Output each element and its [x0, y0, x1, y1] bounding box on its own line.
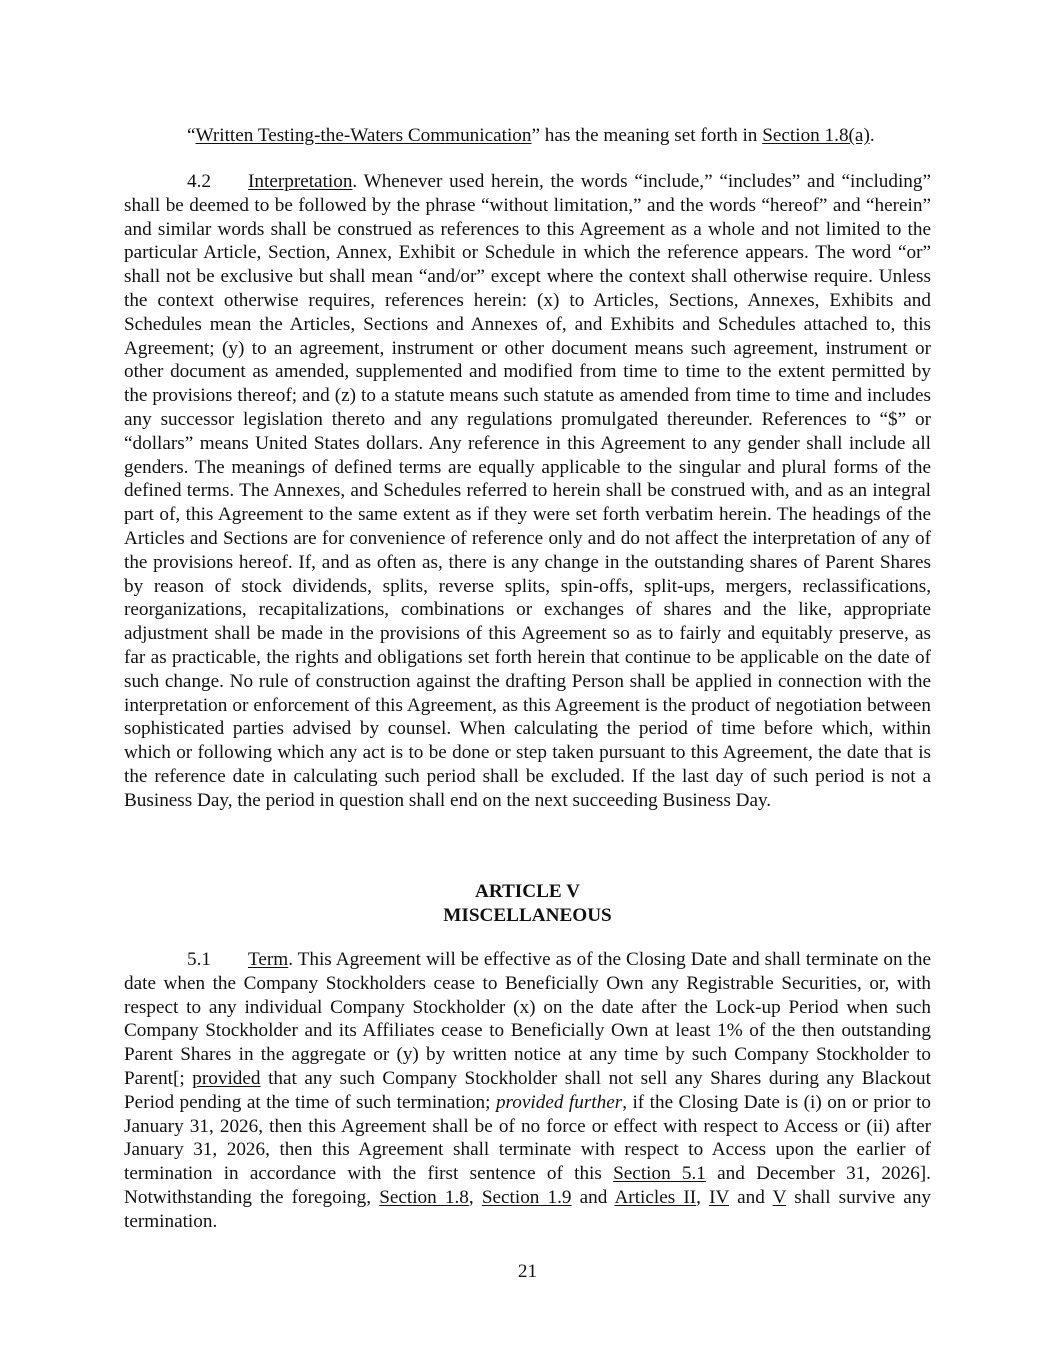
section-4-2-paragraph: [124, 170, 931, 813]
section-body: . Whenever used herein, the words “include,” “includes” and “including” shall be deemed to be followed by the phrase “without limitation,” and the words “hereof” and “herein” and similar words shall be construed as references to this Agreement as a whole and not limited to the particular Article, Section, Annex, Exhibit or Schedule in which the reference appears. The word “or” shall not be exclusive but shall mean “and/or” except where the context shall otherwise require. Unless the context otherwise requires, references herein: (x) to Articles, Sections, Annexes, Exhibits and Schedules mean the Articles, Sections and Annexes of, and Exhibits and Schedules attached to, this Agreement; (y) to an agreement, instrument or other document means such agreement, instrument or other document as amended, supplemented and modified from time to time to the extent permitted by the provisions thereof; and (z) to a statute means such statute as amended from time to time and includes any successor legislation thereto and any regulations promulgated thereunder. References to “$” or “dollars” means United States dollars. Any reference in this Agreement to any gender shall include all genders. The meanings of defined terms are equally applicable to the singular and plural forms of the defined terms. The Annexes, and Schedules referred to herein shall be construed with, and as an integral part of, this Agreement to the same extent as if they were set forth verbatim herein. The headings of the Articles and Sections are for convenience of reference only and do not affect the interpretation of any of the provisions hereof. If, and as often as, there is any change in the outstanding shares of Parent Shares by reason of stock dividends, splits, reverse splits, spin-offs, split-ups, mergers, reclassifications, reorganizations, recapitalizations, combinations or exchanges of shares and the like, appropriate adjustment shall be made in the provisions of this Agreement so as to fairly and equitably preserve, as far as practicable, the rights and obligations set forth herein that continue to be applicable on the date of such change. No rule of construction against the drafting Person shall be applied in connection with the interpretation or enforcement of this Agreement, as this Agreement is the product of negotiation between sophisticated parties advised by counsel. When calculating the period of time before which, within which or following which any act is to be done or step taken pursuant to this Agreement, the date that is the reference date in calculating such period shall be excluded. If the last day of such period is not a Business Day, the period in question shall end on the next succeeding Business Day.: [124, 171, 931, 811]
section-5-1-paragraph: [124, 948, 931, 1234]
defined-term: Written Testing-the-Waters Communication: [195, 125, 532, 146]
definition-text: ” has the meaning set forth in: [531, 125, 763, 146]
proviso-term-italic: provided further: [495, 1091, 623, 1113]
section-body: . This Agreement will be effective as of the Closing Date and shall terminate on the date when the Company Stockholders cease to Beneficially Own any Registrable Securities, or, with respect to any individual Company Stockholder (x) on the date after the Lock-up Period when such Company Stockholder and its Affiliates cease to Beneficially Own at least 1% of the then outstanding Parent Shares in the aggregate or (y) by written notice at any time by such Company Stockholder to Parent[;: [124, 949, 931, 1089]
article-reference: V: [772, 1186, 787, 1208]
section-heading: Term: [248, 949, 289, 970]
section-body: shall survive any termination.: [124, 1186, 932, 1232]
section-heading: Interpretation: [248, 171, 353, 192]
section-body: and: [571, 1186, 615, 1208]
quote-open: “: [187, 125, 196, 146]
proviso-term: provided: [192, 1067, 261, 1089]
article-reference: Articles II: [614, 1186, 697, 1208]
section-reference: Section 1.8: [379, 1186, 469, 1208]
period: .: [869, 125, 875, 146]
article-title: ARTICLE V: [474, 881, 581, 902]
section-number: 4.2: [187, 171, 211, 192]
section-body: , if the Closing Date is (i) on or prior to January 31, 2026, then this Agreement shall be of no force or effect with respect to Access or (ii) after January 31, 2026, then this Agreement shall terminate with respect to Access upon the earlier of termination in accordance with the first sentence of this: [124, 1091, 931, 1185]
section-number: 5.1: [187, 949, 211, 970]
separator: ,: [468, 1186, 482, 1208]
page-number: 21: [517, 1261, 538, 1282]
section-body: and December 31, 2026]. Notwithstanding the foregoing,: [124, 1163, 931, 1208]
separator: ,: [696, 1186, 710, 1208]
article-reference: IV: [709, 1186, 729, 1208]
section-body: that any such Company Stockholder shall not sell any Shares during any Blackout Period pending at the time of such termination;: [124, 1067, 931, 1113]
section-reference: Section 1.8(a): [762, 125, 870, 146]
article-heading: [124, 880, 931, 928]
section-reference: Section 5.1: [613, 1163, 706, 1185]
section-reference: Section 1.9: [481, 1186, 572, 1208]
definition-paragraph: [124, 124, 931, 148]
section-body: and: [728, 1186, 773, 1208]
article-subtitle: MISCELLANEOUS: [443, 904, 612, 926]
